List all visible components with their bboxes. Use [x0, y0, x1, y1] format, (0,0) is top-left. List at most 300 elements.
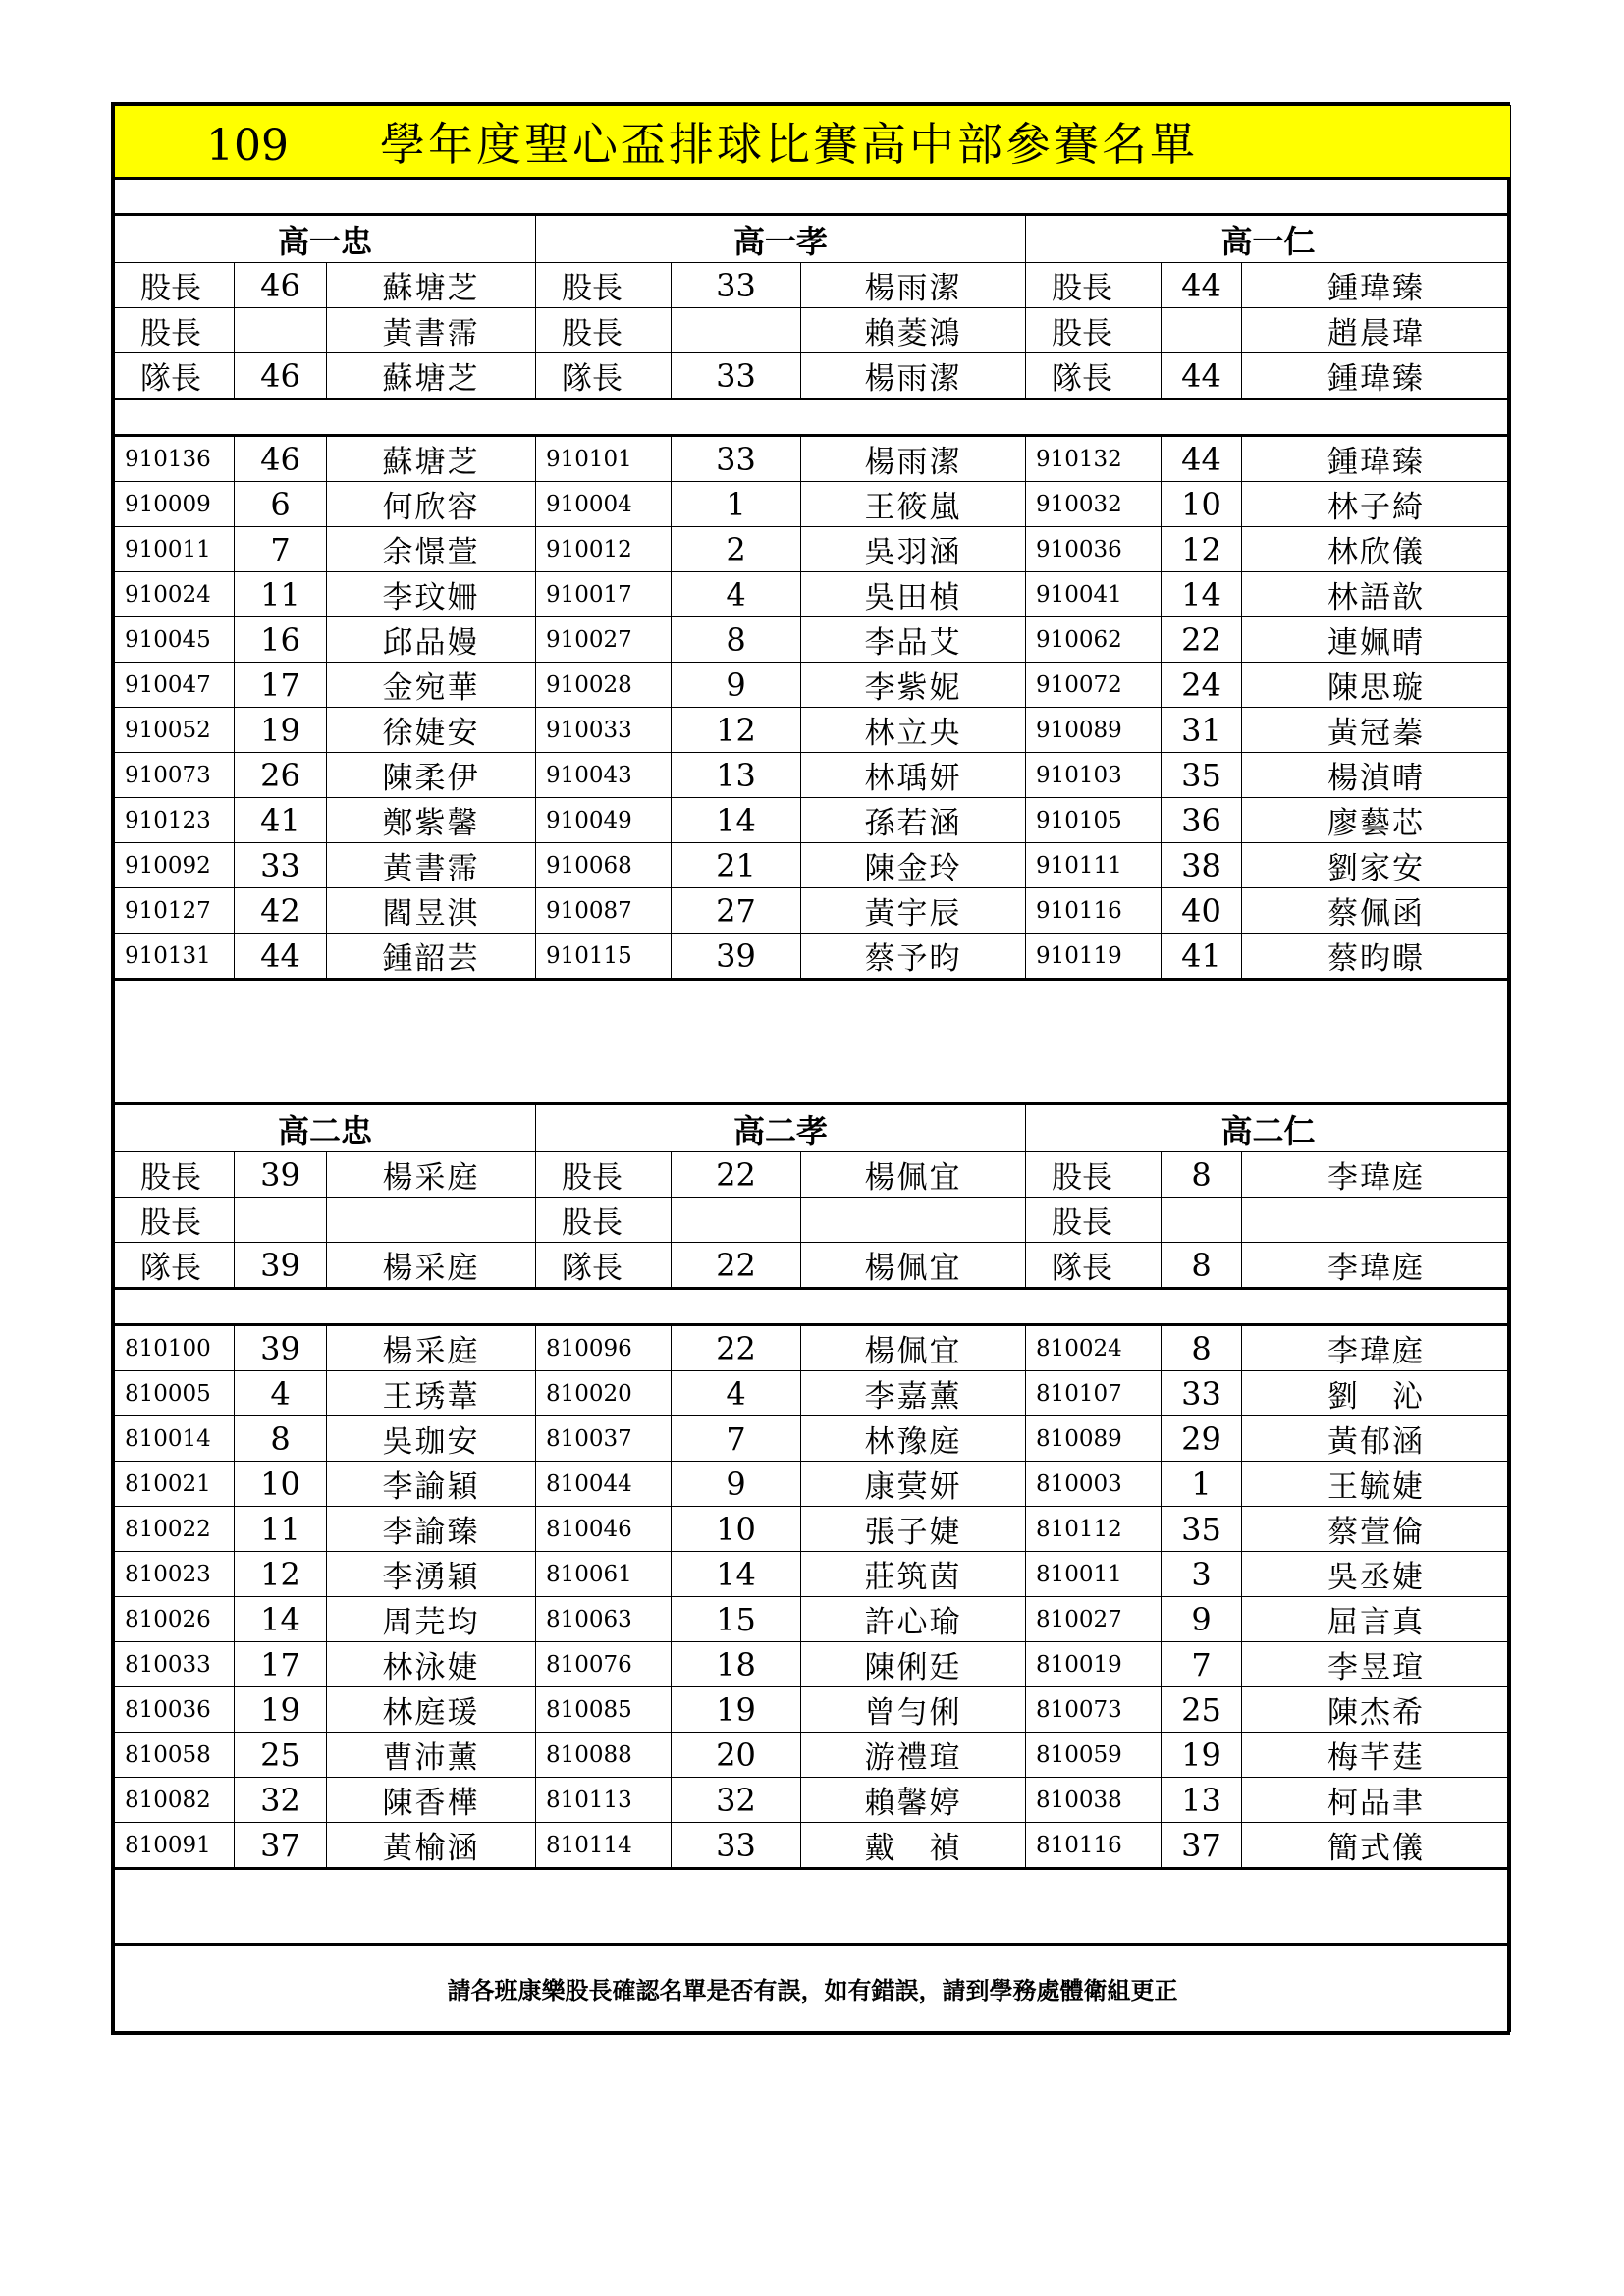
player-name: 林語歆: [1242, 572, 1511, 617]
player-name: 梅芊莛: [1242, 1733, 1511, 1778]
jersey-number: 29: [1162, 1416, 1242, 1462]
player-name: 李昱瑄: [1242, 1642, 1511, 1687]
player-name: 黃榆涵: [327, 1823, 536, 1869]
jersey-number: 39: [672, 934, 801, 980]
player-name: 邱品嫚: [327, 617, 536, 663]
student-id: 910127: [115, 888, 235, 934]
player-name: 劉 沁: [1242, 1371, 1511, 1416]
jersey-number: 46: [235, 263, 327, 308]
student-id: 910017: [536, 572, 672, 617]
jersey-number: 32: [235, 1778, 327, 1823]
player-row: [115, 436, 1511, 482]
jersey-number: 37: [1162, 1823, 1242, 1869]
player-name: 鍾韶芸: [327, 934, 536, 980]
player-name: 李品艾: [801, 617, 1026, 663]
jersey-number: 41: [1162, 934, 1242, 980]
student-id: 810107: [1026, 1371, 1162, 1416]
player-name: 黃郁涵: [1242, 1416, 1511, 1462]
officer-role: 隊長: [115, 353, 235, 400]
player-name: 曹沛薰: [327, 1733, 536, 1778]
player-name: 曾勻俐: [801, 1687, 1026, 1733]
student-id: 810014: [115, 1416, 235, 1462]
student-id: 810082: [115, 1778, 235, 1823]
officer-role: 隊長: [115, 1243, 235, 1289]
footer-body: [115, 1869, 1511, 2032]
class-name: 高一仁: [1026, 215, 1511, 263]
player-name: 黃宇辰: [801, 888, 1026, 934]
jersey-number: 22: [1162, 617, 1242, 663]
player-row: [115, 708, 1511, 753]
jersey-number: 22: [672, 1243, 801, 1289]
player-name: 劉家安: [1242, 843, 1511, 888]
jersey-number: 33: [672, 353, 801, 400]
jersey-number: 10: [672, 1507, 801, 1552]
student-id: 910047: [115, 663, 235, 708]
student-id: 910123: [115, 798, 235, 843]
footer-note: 請各班康樂股長確認名單是否有誤，如有錯誤，請到學務處體衛組更正: [115, 1945, 1511, 2032]
player-name: 陳思璇: [1242, 663, 1511, 708]
jersey-number: 33: [672, 436, 801, 482]
jersey-number: 9: [672, 663, 801, 708]
student-id: 810076: [536, 1642, 672, 1687]
student-id: 810114: [536, 1823, 672, 1869]
jersey-number: 4: [672, 572, 801, 617]
player-name: 柯品聿: [1242, 1778, 1511, 1823]
student-id: 810021: [115, 1462, 235, 1507]
player-name: 楊湞晴: [1242, 753, 1511, 798]
officer-role: 股長: [115, 263, 235, 308]
blank-row: [115, 1869, 1511, 1945]
student-id: 810003: [1026, 1462, 1162, 1507]
officer-role: 隊長: [1026, 1243, 1162, 1289]
officer-role: 股長: [536, 1152, 672, 1198]
student-id: 910116: [1026, 888, 1162, 934]
student-id: 910131: [115, 934, 235, 980]
player-row: [115, 1642, 1511, 1687]
officer-role: 股長: [536, 263, 672, 308]
player-name: 閻昱淇: [327, 888, 536, 934]
spacer-row: [115, 980, 1511, 1104]
jersey-number: 31: [1162, 708, 1242, 753]
jersey-number: [672, 308, 801, 353]
jersey-number: 20: [672, 1733, 801, 1778]
jersey-number: 33: [1162, 1371, 1242, 1416]
player-row: [115, 1552, 1511, 1597]
player-name: 許心瑜: [801, 1597, 1026, 1642]
officer-row: [115, 1198, 1511, 1243]
officer-row: [115, 308, 1511, 353]
jersey-number: 1: [1162, 1462, 1242, 1507]
player-name: 蔡萱倫: [1242, 1507, 1511, 1552]
student-id: 810116: [1026, 1823, 1162, 1869]
player-name: 陳柔伊: [327, 753, 536, 798]
student-id: 810058: [115, 1733, 235, 1778]
player-name: 吳田楨: [801, 572, 1026, 617]
jersey-number: 35: [1162, 1507, 1242, 1552]
jersey-number: 44: [235, 934, 327, 980]
player-name: 陳杰希: [1242, 1687, 1511, 1733]
jersey-number: 46: [235, 436, 327, 482]
player-name: 鍾瑋臻: [1242, 436, 1511, 482]
student-id: 810046: [536, 1507, 672, 1552]
player-row: [115, 753, 1511, 798]
player-row: [115, 572, 1511, 617]
jersey-number: 2: [672, 527, 801, 572]
officer-role: 隊長: [536, 353, 672, 400]
player-row: [115, 1371, 1511, 1416]
jersey-number: 27: [672, 888, 801, 934]
student-id: 810023: [115, 1552, 235, 1597]
student-id: 810061: [536, 1552, 672, 1597]
player-name: 游禮瑄: [801, 1733, 1026, 1778]
player-name: 簡式儀: [1242, 1823, 1511, 1869]
jersey-number: [235, 308, 327, 353]
player-name: 趙晨瑋: [1242, 308, 1511, 353]
jersey-number: 4: [235, 1371, 327, 1416]
officer-row: [115, 1243, 1511, 1289]
player-name: 蔡予昀: [801, 934, 1026, 980]
player-name: 張子婕: [801, 1507, 1026, 1552]
jersey-number: 9: [672, 1462, 801, 1507]
player-name: 蔡佩函: [1242, 888, 1511, 934]
player-name: 黃書霈: [327, 308, 536, 353]
student-id: 810036: [115, 1687, 235, 1733]
student-id: 810044: [536, 1462, 672, 1507]
officer-role: 股長: [1026, 1198, 1162, 1243]
student-id: 810011: [1026, 1552, 1162, 1597]
class-header-row: [115, 1104, 1511, 1152]
jersey-number: 33: [672, 1823, 801, 1869]
officer-role: 股長: [536, 308, 672, 353]
player-row: [115, 934, 1511, 980]
jersey-number: 14: [672, 1552, 801, 1597]
jersey-number: 35: [1162, 753, 1242, 798]
jersey-number: 7: [672, 1416, 801, 1462]
jersey-number: 10: [235, 1462, 327, 1507]
footer-row: [115, 1945, 1511, 2032]
student-id: 910103: [1026, 753, 1162, 798]
student-id: 910009: [115, 482, 235, 527]
jersey-number: 8: [1162, 1243, 1242, 1289]
player-name: 李瑋庭: [1242, 1152, 1511, 1198]
student-id: 910004: [536, 482, 672, 527]
jersey-number: [1162, 308, 1242, 353]
class-name: 高二忠: [115, 1104, 536, 1152]
student-id: 810073: [1026, 1687, 1162, 1733]
jersey-number: 25: [1162, 1687, 1242, 1733]
student-id: 910049: [536, 798, 672, 843]
student-id: 910092: [115, 843, 235, 888]
jersey-number: 22: [672, 1152, 801, 1198]
player-name: 孫若涵: [801, 798, 1026, 843]
class-name: 高二孝: [536, 1104, 1026, 1152]
player-name: 吳珈安: [327, 1416, 536, 1462]
page-title: 學年度聖心盃排球比賽高中部參賽名單: [380, 118, 1198, 171]
jersey-number: 8: [1162, 1325, 1242, 1371]
student-id: 910033: [536, 708, 672, 753]
jersey-number: 8: [672, 617, 801, 663]
player-row: [115, 1597, 1511, 1642]
title-cell: [115, 106, 1511, 179]
student-id: 810063: [536, 1597, 672, 1642]
player-name: 李瑋庭: [1242, 1325, 1511, 1371]
jersey-number: 33: [235, 843, 327, 888]
student-id: 810005: [115, 1371, 235, 1416]
player-name: 連姵晴: [1242, 617, 1511, 663]
spacer-row: [115, 400, 1511, 436]
jersey-number: 7: [1162, 1642, 1242, 1687]
student-id: 810100: [115, 1325, 235, 1371]
player-row: [115, 798, 1511, 843]
jersey-number: 13: [672, 753, 801, 798]
player-row: [115, 663, 1511, 708]
student-id: 910089: [1026, 708, 1162, 753]
player-name: 陳香樺: [327, 1778, 536, 1823]
student-id: 810096: [536, 1325, 672, 1371]
jersey-number: 41: [235, 798, 327, 843]
player-name: 李諭穎: [327, 1462, 536, 1507]
student-id: 910052: [115, 708, 235, 753]
student-id: 910043: [536, 753, 672, 798]
player-name: 林豫庭: [801, 1416, 1026, 1462]
officer-row: [115, 263, 1511, 308]
jersey-number: 22: [672, 1325, 801, 1371]
player-name: 王毓婕: [1242, 1462, 1511, 1507]
jersey-number: 12: [672, 708, 801, 753]
student-id: 810088: [536, 1733, 672, 1778]
student-id: 910011: [115, 527, 235, 572]
student-id: 810026: [115, 1597, 235, 1642]
player-name: 蔡昀暻: [1242, 934, 1511, 980]
jersey-number: 40: [1162, 888, 1242, 934]
player-row: [115, 482, 1511, 527]
player-name: 陳俐廷: [801, 1642, 1026, 1687]
player-name: 陳金玲: [801, 843, 1026, 888]
student-id: 810022: [115, 1507, 235, 1552]
player-name: 周芫均: [327, 1597, 536, 1642]
student-id: 810085: [536, 1687, 672, 1733]
student-id: 910068: [536, 843, 672, 888]
player-row: [115, 843, 1511, 888]
player-row: [115, 1687, 1511, 1733]
class-name: 高一孝: [536, 215, 1026, 263]
player-name: 李紫妮: [801, 663, 1026, 708]
jersey-number: 8: [1162, 1152, 1242, 1198]
player-name: 戴 禎: [801, 1823, 1026, 1869]
student-id: 810089: [1026, 1416, 1162, 1462]
student-id: 910036: [1026, 527, 1162, 572]
jersey-number: 6: [235, 482, 327, 527]
player-name: 金宛華: [327, 663, 536, 708]
jersey-number: 11: [235, 1507, 327, 1552]
class-header-row: [115, 215, 1511, 263]
player-name: 王筱嵐: [801, 482, 1026, 527]
player-name: 林瑀妍: [801, 753, 1026, 798]
player-row: [115, 1325, 1511, 1371]
jersey-number: [672, 1198, 801, 1243]
jersey-number: 19: [235, 1687, 327, 1733]
jersey-number: 17: [235, 663, 327, 708]
player-name: 蘇塘芝: [327, 353, 536, 400]
jersey-number: 13: [1162, 1778, 1242, 1823]
player-name: [1242, 1198, 1511, 1243]
player-name: 王琇葦: [327, 1371, 536, 1416]
player-name: 莊筑茵: [801, 1552, 1026, 1597]
officer-row: [115, 353, 1511, 400]
player-name: 鄭紫馨: [327, 798, 536, 843]
student-id: 910062: [1026, 617, 1162, 663]
spacer-row: [115, 179, 1511, 215]
jersey-number: 32: [672, 1778, 801, 1823]
student-id: 910132: [1026, 436, 1162, 482]
spacer-row: [115, 1289, 1511, 1325]
player-name: 吳丞婕: [1242, 1552, 1511, 1597]
player-name: 徐婕安: [327, 708, 536, 753]
student-id: 910027: [536, 617, 672, 663]
student-id: 910105: [1026, 798, 1162, 843]
player-name: 林欣儀: [1242, 527, 1511, 572]
player-name: 李瑋庭: [1242, 1243, 1511, 1289]
jersey-number: 9: [1162, 1597, 1242, 1642]
player-name: 楊雨潔: [801, 436, 1026, 482]
title-row: [115, 106, 1511, 179]
player-name: 黃書霈: [327, 843, 536, 888]
jersey-number: 42: [235, 888, 327, 934]
student-id: 810019: [1026, 1642, 1162, 1687]
officer-role: 股長: [1026, 308, 1162, 353]
roster-body: [115, 106, 1511, 1869]
player-name: 何欣容: [327, 482, 536, 527]
jersey-number: 7: [235, 527, 327, 572]
player-name: 余憬萱: [327, 527, 536, 572]
jersey-number: 19: [1162, 1733, 1242, 1778]
jersey-number: 39: [235, 1152, 327, 1198]
student-id: 910136: [115, 436, 235, 482]
student-id: 910101: [536, 436, 672, 482]
student-id: 810020: [536, 1371, 672, 1416]
jersey-number: 11: [235, 572, 327, 617]
student-id: 810091: [115, 1823, 235, 1869]
player-name: 林子綺: [1242, 482, 1511, 527]
player-name: 李玟姍: [327, 572, 536, 617]
student-id: 810037: [536, 1416, 672, 1462]
student-id: 910073: [115, 753, 235, 798]
jersey-number: 8: [235, 1416, 327, 1462]
student-id: 910032: [1026, 482, 1162, 527]
player-name: 屈言真: [1242, 1597, 1511, 1642]
jersey-number: 12: [1162, 527, 1242, 572]
player-name: 林立央: [801, 708, 1026, 753]
player-name: 楊佩宜: [801, 1243, 1026, 1289]
jersey-number: 14: [672, 798, 801, 843]
school-year: 109: [206, 121, 289, 171]
player-name: 楊采庭: [327, 1243, 536, 1289]
jersey-number: 33: [672, 263, 801, 308]
jersey-number: 44: [1162, 353, 1242, 400]
player-name: 楊采庭: [327, 1152, 536, 1198]
student-id: 810038: [1026, 1778, 1162, 1823]
player-name: 楊雨潔: [801, 353, 1026, 400]
jersey-number: 21: [672, 843, 801, 888]
player-row: [115, 1823, 1511, 1869]
jersey-number: 15: [672, 1597, 801, 1642]
player-name: 黃冠蓁: [1242, 708, 1511, 753]
jersey-number: 44: [1162, 263, 1242, 308]
player-row: [115, 1462, 1511, 1507]
jersey-number: 3: [1162, 1552, 1242, 1597]
officer-row: [115, 1152, 1511, 1198]
jersey-number: 37: [235, 1823, 327, 1869]
student-id: 910119: [1026, 934, 1162, 980]
player-name: 楊佩宜: [801, 1325, 1026, 1371]
class-name: 高一忠: [115, 215, 536, 263]
player-name: 蘇塘芝: [327, 263, 536, 308]
jersey-number: 10: [1162, 482, 1242, 527]
player-name: 李嘉薰: [801, 1371, 1026, 1416]
jersey-number: 1: [672, 482, 801, 527]
class-name: 高二仁: [1026, 1104, 1511, 1152]
player-row: [115, 1416, 1511, 1462]
jersey-number: [1162, 1198, 1242, 1243]
jersey-number: 26: [235, 753, 327, 798]
officer-role: 隊長: [536, 1243, 672, 1289]
jersey-number: 18: [672, 1642, 801, 1687]
player-name: [327, 1198, 536, 1243]
student-id: 810113: [536, 1778, 672, 1823]
officer-role: 股長: [115, 308, 235, 353]
player-name: 蘇塘芝: [327, 436, 536, 482]
player-name: 鍾瑋臻: [1242, 353, 1511, 400]
student-id: 810112: [1026, 1507, 1162, 1552]
player-name: 吳羽涵: [801, 527, 1026, 572]
jersey-number: 14: [1162, 572, 1242, 617]
jersey-number: 39: [235, 1243, 327, 1289]
player-row: [115, 1507, 1511, 1552]
jersey-number: 4: [672, 1371, 801, 1416]
jersey-number: 12: [235, 1552, 327, 1597]
officer-role: 股長: [115, 1152, 235, 1198]
player-name: 楊佩宜: [801, 1152, 1026, 1198]
officer-role: 股長: [1026, 263, 1162, 308]
officer-role: 股長: [1026, 1152, 1162, 1198]
jersey-number: 39: [235, 1325, 327, 1371]
jersey-number: 19: [235, 708, 327, 753]
player-name: 楊采庭: [327, 1325, 536, 1371]
student-id: 810033: [115, 1642, 235, 1687]
player-name: 賴馨婷: [801, 1778, 1026, 1823]
student-id: 810024: [1026, 1325, 1162, 1371]
jersey-number: 46: [235, 353, 327, 400]
jersey-number: 25: [235, 1733, 327, 1778]
student-id: 910111: [1026, 843, 1162, 888]
jersey-number: 38: [1162, 843, 1242, 888]
player-name: 李湧穎: [327, 1552, 536, 1597]
jersey-number: 24: [1162, 663, 1242, 708]
student-id: 910045: [115, 617, 235, 663]
player-row: [115, 1778, 1511, 1823]
student-id: 910072: [1026, 663, 1162, 708]
player-name: 楊雨潔: [801, 263, 1026, 308]
student-id: 810027: [1026, 1597, 1162, 1642]
roster-sheet: [111, 102, 1510, 2035]
jersey-number: 14: [235, 1597, 327, 1642]
player-name: 林庭瑗: [327, 1687, 536, 1733]
player-name: 賴菱鴻: [801, 308, 1026, 353]
student-id: 910012: [536, 527, 672, 572]
student-id: 810059: [1026, 1733, 1162, 1778]
roster-table: [114, 105, 1511, 2032]
student-id: 910028: [536, 663, 672, 708]
